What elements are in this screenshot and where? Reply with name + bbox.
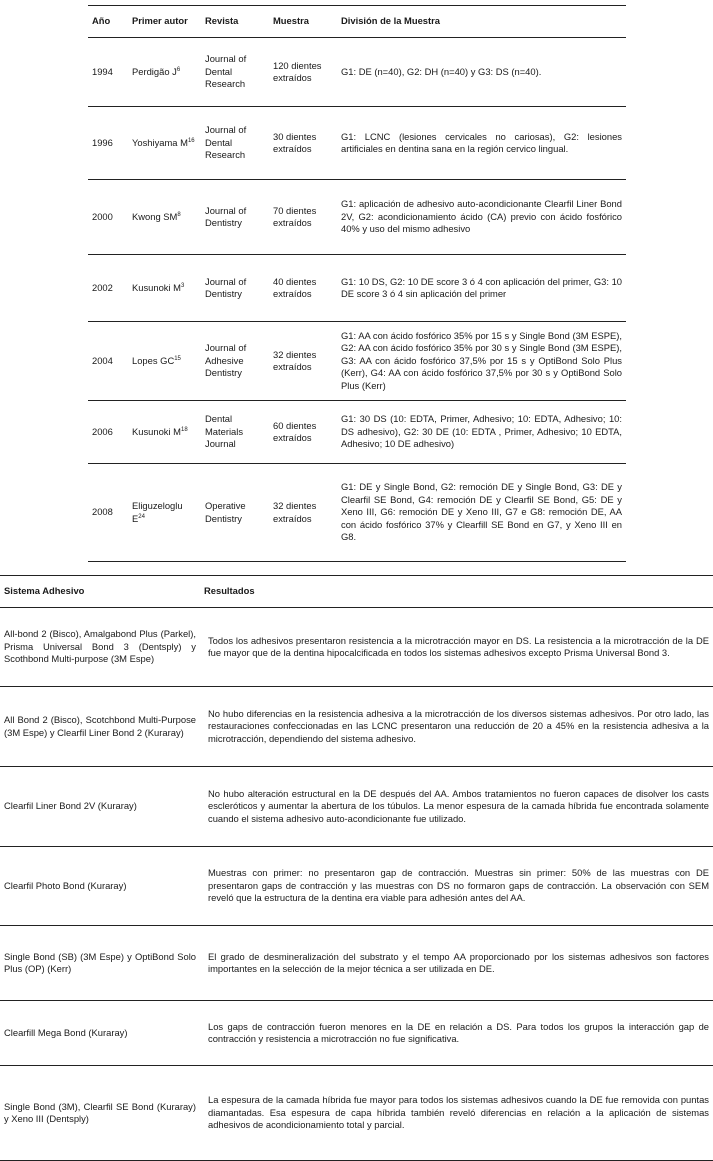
table-row: [0, 847, 713, 926]
cell-year: 2008: [88, 464, 128, 562]
header-year: Año: [88, 6, 128, 38]
table-row: [88, 255, 626, 322]
table-row: [88, 180, 626, 255]
author-name: Lopes GC: [132, 354, 175, 366]
cell-result: Muestras con primer: no presentaron gap de contracción. Muestras sin primer: 50% de las muestras con DE presentaron gaps de contracción y las muestras con DS no formaron gaps de contracción. La observación con SEM reveló que la estructura de la dentina era viable para adhesión antes del AA.: [200, 847, 713, 926]
cell-author: [128, 401, 201, 464]
cell-division: G1: DE (n=40), G2: DH (n=40) y G3: DS (n=40).: [337, 38, 626, 107]
cell-author: [128, 255, 201, 322]
table-row: [0, 687, 713, 767]
cell-sample: 32 dientes extraídos: [269, 464, 337, 562]
table-row: [0, 1001, 713, 1066]
author-ref: 15: [174, 355, 181, 362]
table-row: [0, 1066, 713, 1161]
cell-division: G1: AA con ácido fosfórico 35% por 15 s y Single Bond (3M ESPE), G2: AA con ácido fosfórico 35% por 30 s y Single Bond (3M ESPE), G3: AA con ácido fosfórico 37,5% por 15 s y OptiBond Solo Plus (Kerr), G4: AA con ácido fosfórico 37,5% por 30 s y OptiBond Solo Plus (Kerr): [337, 322, 626, 401]
author-name: Kusunoki M: [132, 281, 181, 293]
cell-year: 2000: [88, 180, 128, 255]
cell-year: 2002: [88, 255, 128, 322]
cell-system: Clearfil Liner Bond 2V (Kuraray): [0, 767, 200, 847]
cell-result: El grado de desmineralización del substrato y el tempo AA proporcionado por los sistemas adhesivos son factores importantes en la selección de la mejor técnica a ser utilizada en DE.: [200, 926, 713, 1001]
author-name: Kusunoki M: [132, 425, 181, 437]
cell-journal: Journal of Dentistry: [201, 255, 269, 322]
header-journal: Revista: [201, 6, 269, 38]
author-ref: 8: [177, 211, 181, 218]
cell-journal: Dental Materials Journal: [201, 401, 269, 464]
author-name: Kwong SM: [132, 210, 178, 222]
cell-journal: Journal of Dentistry: [201, 180, 269, 255]
cell-author: [128, 464, 201, 562]
author-ref: 6: [176, 66, 181, 73]
table-row: [88, 401, 626, 464]
table-row: [88, 322, 626, 401]
cell-year: 1996: [88, 107, 128, 180]
author-ref: 3: [180, 282, 185, 289]
cell-result: No hubo diferencias en la resistencia adhesiva a la microtracción de los diversos sistemas adhesivos. Por otro lado, las restauraciones confeccionadas en las LCNC presentaron una reducción de 20 a 45% en la resistencia adhesiva a la microtracción, dependiendo del sistema adhesivo.: [200, 687, 713, 767]
studies-header-row: [88, 6, 626, 38]
table-row: [88, 464, 626, 562]
cell-result: La espesura de la camada híbrida fue mayor para todos los sistemas adhesivos cuando la DE fue removida con puntas diamantadas. Esa espesura de capa híbrida también reveló diferencias en relación a la aplicación de sistemas adhesivos de acondicionamiento total y parcial.: [200, 1066, 713, 1161]
cell-year: 2004: [88, 322, 128, 401]
cell-author: [128, 107, 201, 180]
cell-sample: 60 dientes extraídos: [269, 401, 337, 464]
cell-author: [128, 180, 201, 255]
cell-year: 1994: [88, 38, 128, 107]
author-name: Yoshiyama M: [132, 136, 188, 148]
cell-sample: 32 dientes extraídos: [269, 322, 337, 401]
table-row: [88, 107, 626, 180]
header-author: Primer autor: [128, 6, 201, 38]
cell-division: G1: LCNC (lesiones cervicales no cariosas), G2: lesiones artificiales en dentina sana en la región cervico lingual.: [337, 107, 626, 180]
cell-journal: Journal of Adhesive Dentistry: [201, 322, 269, 401]
header-sample: Muestra: [269, 6, 337, 38]
cell-system: All-bond 2 (Bisco), Amalgabond Plus (Parkel), Prisma Universal Bond 3 (Dentsply) y Scothbond Multi-purpose (3M Espe): [0, 608, 200, 687]
cell-division: G1: 30 DS (10: EDTA, Primer, Adhesivo; 10: EDTA, Adhesivo; 10: DS adhesivo), G2: 30 DE (10: EDTA , Primer, Adhesivo; 10 EDTA, Adhesivo; 10 DE adhesivo): [337, 401, 626, 464]
results-header-row: [0, 576, 713, 608]
author-name: Eliguzeloglu E: [132, 500, 183, 524]
header-system: Sistema Adhesivo: [0, 576, 200, 608]
studies-table: [88, 5, 626, 562]
table-row: [0, 767, 713, 847]
cell-year: 2006: [88, 401, 128, 464]
cell-result: No hubo alteración estructural en la DE después del AA. Ambos tratamientos no fueron capaces de disolver los casts escleróticos y aumentar la abertura de los túbulos. La menor espesura de la camada híbrida fue encontrada solamente cuando el sistema adhesivo auto-acondicionante fue utilizado.: [200, 767, 713, 847]
header-division: División de la Muestra: [337, 6, 626, 38]
cell-journal: Journal of Dental Research: [201, 107, 269, 180]
header-results: Resultados: [200, 576, 713, 608]
cell-system: Single Bond (SB) (3M Espe) y OptiBond Solo Plus (OP) (Kerr): [0, 926, 200, 1001]
cell-division: G1: aplicación de adhesivo auto-acondicionante Clearfil Liner Bond 2V, G2: acondicionamiento ácido (CA) previo con ácido fosfórico 40% y uso del mismo adhesivo: [337, 180, 626, 255]
cell-division: G1: DE y Single Bond, G2: remoción DE y Single Bond, G3: DE y Clearfil SE Bond, G4: remoción DE y Clearfil SE Bond, G5: DE y Xeno III, G6: remoción DE y Xeno III, G7 e G8: remoción DE, AA con ácido fosfórico 37% y Clearfill SE Bond en G7, y Xeno III en G8.: [337, 464, 626, 562]
cell-division: G1: 10 DS, G2: 10 DE score 3 ó 4 con aplicación del primer, G3: 10 DE score 3 ó 4 sin aplicación del primer: [337, 255, 626, 322]
author-ref: 18: [180, 426, 188, 433]
cell-journal: Operative Dentistry: [201, 464, 269, 562]
cell-sample: 70 dientes extraídos: [269, 180, 337, 255]
table-row: [0, 926, 713, 1001]
author-name: Perdigão J: [132, 65, 177, 77]
cell-sample: 40 dientes extraídos: [269, 255, 337, 322]
cell-journal: Journal of Dental Research: [201, 38, 269, 107]
cell-sample: 120 dientes extraídos: [269, 38, 337, 107]
author-ref: 16: [187, 137, 195, 144]
cell-system: All Bond 2 (Bisco), Scotchbond Multi-Purpose (3M Espe) y Clearfil Liner Bond 2 (Kuraray): [0, 687, 200, 767]
cell-author: [128, 38, 201, 107]
cell-system: Clearfill Mega Bond (Kuraray): [0, 1001, 200, 1066]
author-ref: 24: [138, 513, 145, 520]
table-row: [88, 38, 626, 107]
cell-author: [128, 322, 201, 401]
table-row: [0, 608, 713, 687]
cell-system: Single Bond (3M), Clearfil SE Bond (Kuraray) y Xeno III (Dentsply): [0, 1066, 200, 1161]
results-table: [0, 575, 713, 1161]
cell-result: Los gaps de contracción fueron menores en la DE en relación a DS. Para todos los grupos la interacción gap de contracción y resistencia a microtracción no fue significativa.: [200, 1001, 713, 1066]
cell-sample: 30 dientes extraídos: [269, 107, 337, 180]
cell-result: Todos los adhesivos presentaron resistencia a la microtracción mayor en DS. La resistencia a la microtracción de la DE fue mayor que de la dentina hipocalcificada en todos los sistemas adhesivos excepto Prisma Universal Bond 3.: [200, 608, 713, 687]
cell-system: Clearfil Photo Bond (Kuraray): [0, 847, 200, 926]
